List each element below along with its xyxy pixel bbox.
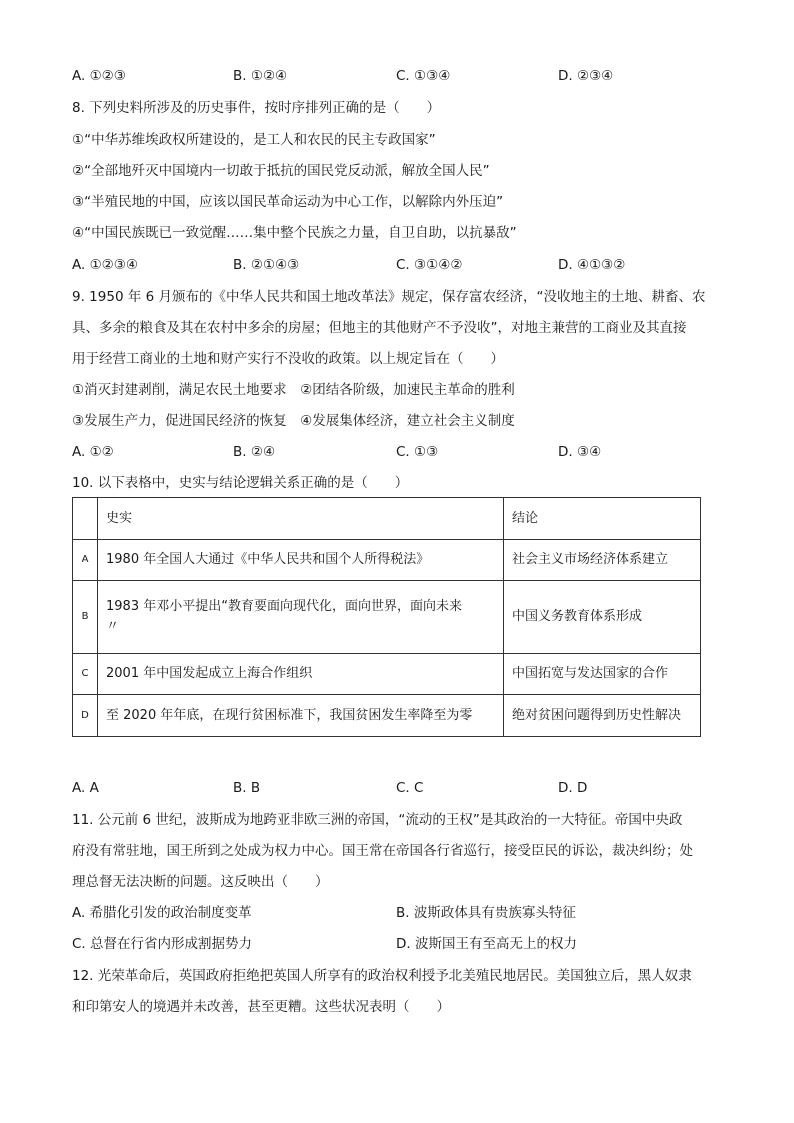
row-letter: C (73, 654, 98, 695)
q7-option-a: A. ①②③ (72, 68, 126, 84)
q8-stem: 8. 下列史料所涉及的历史事件，按时序排列正确的是（ ） (72, 100, 441, 116)
q8-option-b: B. ②①④③ (233, 257, 300, 273)
q11-option-c: C. 总督在行省内形成割据势力 (72, 936, 253, 952)
q10-table (72, 497, 701, 737)
q9-option-c: C. ①③ (396, 444, 439, 460)
table-row (73, 695, 701, 737)
table-row (73, 540, 701, 581)
q10-option-d: D. D (558, 780, 588, 796)
table-header-fact: 史实 (98, 498, 504, 540)
q10-stem: 10. 以下表格中，史实与结论逻辑关系正确的是（ ） (72, 475, 409, 491)
q11-option-a: A. 希腊化引发的政治制度变革 (72, 905, 252, 921)
q9-item-row-2: ③发展生产力，促进国民经济的恢复 ④发展集体经济，建立社会主义制度 (72, 413, 515, 429)
row-conclusion: 绝对贫困问题得到历史性解决 (504, 695, 701, 737)
row-letter: D (73, 695, 98, 737)
q8-option-a: A. ①②③④ (72, 257, 138, 273)
table-row (73, 654, 701, 695)
q9-option-a: A. ①② (72, 444, 114, 460)
q12-stem-line-1: 12. 光荣革命后，英国政府拒绝把英国人所享有的政治权利授予北美殖民地居民。美国独立后，黑人奴隶 (72, 968, 692, 984)
q8-item-3: ③“半殖民地的中国，应该以国民革命运动为中心工作，以解除内外压迫” (72, 194, 504, 210)
q8-item-4: ④“中国民族既已一致觉醒……集中整个民族之力量，自卫自助，以抗暴敌” (72, 225, 517, 241)
q9-stem-line-1: 9. 1950 年 6 月颁布的《中华人民共和国土地改革法》规定，保存富农经济，“没收地主的土地、耕畜、农 (72, 289, 706, 305)
q7-option-c: C. ①③④ (396, 68, 451, 84)
table-header-conclusion: 结论 (504, 498, 701, 540)
q9-option-d: D. ③④ (558, 444, 602, 460)
q8-option-c: C. ③①④② (396, 257, 463, 273)
q7-option-b: B. ①②④ (233, 68, 288, 84)
q8-item-2: ②“全部地歼灭中国境内一切敢于抵抗的国民党反动派，解放全国人民” (72, 163, 490, 179)
q11-stem-line-2: 府没有常驻地，国王所到之处成为权力中心。国王常在帝国各行省巡行，接受臣民的诉讼，裁决纠纷；处 (72, 843, 693, 859)
q11-option-d: D. 波斯国王有至高无上的权力 (396, 936, 577, 952)
row-conclusion: 社会主义市场经济体系建立 (504, 540, 701, 581)
table-header-row (73, 498, 701, 540)
row-conclusion: 中国义务教育体系形成 (504, 581, 701, 654)
q8-item-1: ①“中华苏维埃政权所建设的，是工人和农民的民主专政国家” (72, 132, 436, 148)
q9-option-b: B. ②④ (233, 444, 276, 460)
row-letter: A (73, 540, 98, 581)
q10-option-b: B. B (233, 780, 261, 796)
q11-stem-line-3: 理总督无法决断的问题。这反映出（ ） (72, 874, 329, 890)
row-fact: 1980 年全国人大通过《中华人民共和国个人所得税法》 (98, 540, 504, 581)
row-fact: 2001 年中国发起成立上海合作组织 (98, 654, 504, 695)
q10-option-c: C. C (396, 780, 424, 796)
table-row (73, 581, 701, 654)
q9-item-row-1: ①消灭封建剥削，满足农民土地要求 ②团结各阶级，加速民主革命的胜利 (72, 382, 515, 398)
q7-option-d: D. ②③④ (558, 68, 614, 84)
q10-option-a: A. A (72, 780, 99, 796)
q12-stem-line-2: 和印第安人的境遇并未改善，甚至更糟。这些状况表明（ ） (72, 999, 450, 1015)
row-fact-line: 1983 年邓小平提出“教育要面向现代化，面向世界，面向未来 (106, 599, 462, 614)
q11-option-b: B. 波斯政体具有贵族寡头特征 (396, 905, 576, 921)
row-fact: 至 2020 年年底，在现行贫困标准下，我国贫困发生率降至为零 (98, 695, 504, 737)
q11-stem-line-1: 11. 公元前 6 世纪，波斯成为地跨亚非欧三洲的帝国，“流动的王权”是其政治的一大特征。帝国中央政 (72, 812, 683, 828)
row-conclusion: 中国拓宽与发达国家的合作 (504, 654, 701, 695)
q9-stem-line-2: 具、多余的粮食及其在农村中多余的房屋；但地主的其他财产不予没收”，对地主兼营的工商业及其直接 (72, 320, 687, 336)
q9-stem-line-3: 用于经营工商业的土地和财产实行不没收的政策。以上规定旨在（ ） (72, 351, 504, 367)
table-header-blank (73, 498, 98, 540)
row-letter: B (73, 581, 98, 654)
q8-option-d: D. ④①③② (558, 257, 626, 273)
row-fact (98, 581, 504, 654)
row-fact-line: 〃 (106, 619, 120, 634)
